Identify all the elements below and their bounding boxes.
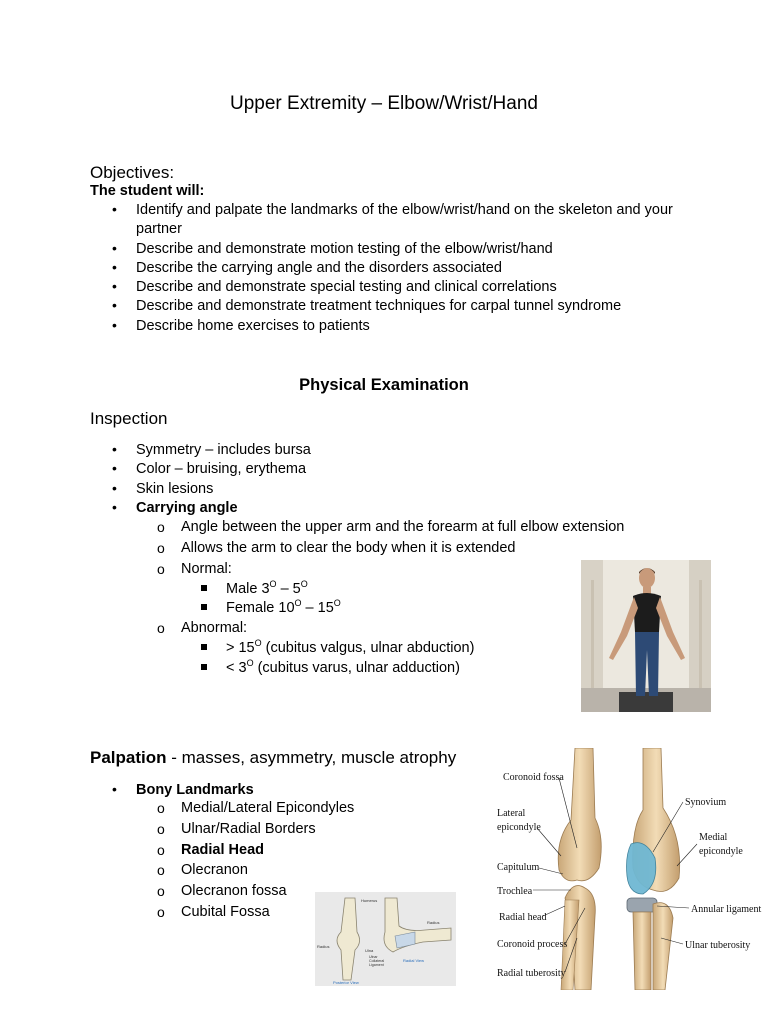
anatomy-label: Medial xyxy=(699,832,728,843)
circle-bullet-icon: o xyxy=(157,800,165,816)
bullet-icon: • xyxy=(112,278,117,294)
circle-bullet-icon: o xyxy=(157,862,165,878)
circle-bullet-icon: o xyxy=(157,620,165,636)
diagram-label: Radius xyxy=(317,944,330,949)
objectives-heading: Objectives: xyxy=(90,163,175,182)
diagram-label: Radial View xyxy=(403,958,425,963)
bullet-icon: • xyxy=(112,499,117,515)
bullet-icon: • xyxy=(112,240,117,256)
anatomy-label: epicondyle xyxy=(699,846,743,857)
diagram-label: Collateral xyxy=(369,959,385,963)
square-bullet-icon xyxy=(201,585,207,591)
diagram-label: Radius xyxy=(427,920,440,925)
bullet-icon: • xyxy=(112,317,117,333)
bullet-icon: • xyxy=(112,259,117,275)
diagram-label: Humerus xyxy=(361,898,378,903)
anatomy-label: Coronoid fossa xyxy=(503,772,564,783)
anatomy-label: Capitulum xyxy=(497,862,540,873)
circle-bullet-icon: o xyxy=(157,519,165,535)
anatomy-label: epicondyle xyxy=(497,822,541,833)
bullet-icon: • xyxy=(112,781,117,797)
anatomy-label: Radial tuberosity xyxy=(497,968,566,979)
diagram-label: Ulna xyxy=(365,948,374,953)
bullet-icon: • xyxy=(112,297,117,313)
diagram-label: Posterior View xyxy=(333,980,359,985)
bullet-icon: • xyxy=(112,480,117,496)
circle-bullet-icon: o xyxy=(157,904,165,920)
anatomy-label: Ulnar tuberosity xyxy=(685,940,751,951)
bullet-icon: • xyxy=(112,460,117,476)
square-bullet-icon xyxy=(201,644,207,650)
anatomy-label: Annular ligament xyxy=(691,904,762,915)
page-title: Upper Extremity – Elbow/Wrist/Hand xyxy=(230,93,538,114)
circle-bullet-icon: o xyxy=(157,883,165,899)
palpation-heading: Palpation - masses, asymmetry, muscle atrophy xyxy=(90,748,457,767)
bullet-icon: • xyxy=(112,441,117,457)
section-heading-physical-exam: Physical Examination xyxy=(299,376,469,394)
circle-bullet-icon: o xyxy=(157,540,165,556)
square-bullet-icon xyxy=(201,664,207,670)
bullet-icon: • xyxy=(112,201,117,217)
circle-bullet-icon: o xyxy=(157,561,165,577)
elbow-ligament-diagram xyxy=(315,892,456,986)
anatomy-label: Synovium xyxy=(685,797,727,808)
circle-bullet-icon: o xyxy=(157,842,165,858)
diagram-label: Ligament xyxy=(369,963,384,967)
anatomy-label: Radial head xyxy=(499,912,547,923)
circle-bullet-icon: o xyxy=(157,821,165,837)
inspection-heading: Inspection xyxy=(90,409,168,428)
carrying-angle-photo xyxy=(581,560,711,712)
objectives-intro: The student will: xyxy=(90,183,205,199)
anatomy-label: Trochlea xyxy=(497,886,533,897)
square-bullet-icon xyxy=(201,604,207,610)
elbow-anatomy-illustration xyxy=(493,748,763,990)
anatomy-label: Lateral xyxy=(497,808,526,819)
diagram-label: Ulnar xyxy=(369,955,378,959)
anatomy-label: Coronoid process xyxy=(497,939,568,950)
